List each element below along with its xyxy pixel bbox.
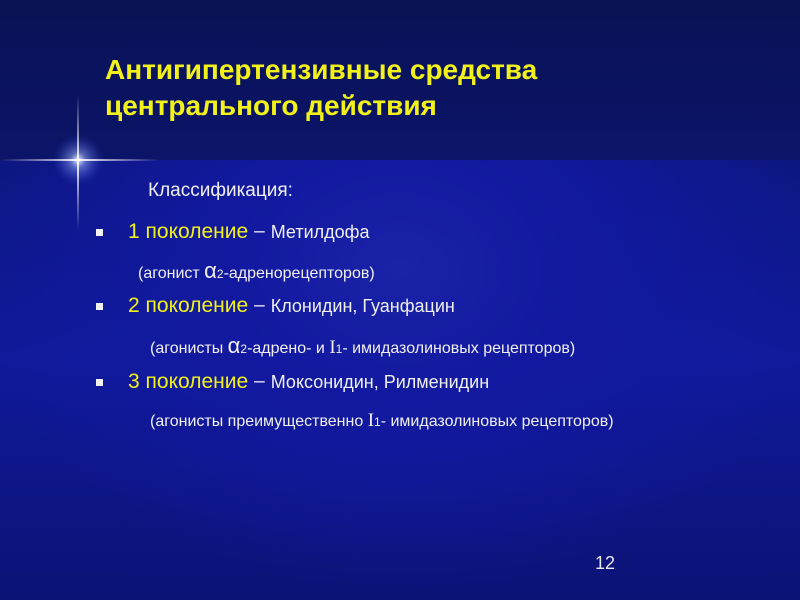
bullet-square-icon [96, 379, 103, 386]
list-item-gen1 [96, 218, 369, 246]
subscript: 2 [216, 267, 224, 281]
note-text: - имидазолиновых рецепторов) [342, 340, 576, 357]
drug-names: Моксонидин, Рилменидин [270, 371, 490, 392]
item-note-gen3 [150, 410, 614, 432]
title-line-2: центрального действия [105, 90, 437, 121]
classification-heading: Классификация: [148, 180, 293, 201]
alpha-symbol: α [227, 333, 241, 358]
note-text: (агонисты [150, 340, 228, 357]
i-symbol: I [329, 337, 336, 358]
item-note-gen2 [150, 333, 575, 359]
subscript: 2 [240, 342, 248, 356]
note-text: (агонист [138, 265, 205, 282]
alpha-symbol: α [204, 258, 217, 283]
list-item-gen2 [96, 292, 455, 320]
subscript: 1 [374, 415, 381, 429]
drug-names: Клонидин, Гуанфацин [270, 295, 455, 316]
generation-label: 1 поколение [128, 220, 249, 243]
subscript: 1 [335, 342, 343, 356]
note-text: -адренорецепторов) [223, 265, 375, 282]
generation-label: 2 поколение [128, 294, 249, 317]
bullet-square-icon [96, 303, 103, 310]
dash: – [254, 295, 265, 316]
dash: – [254, 371, 265, 392]
note-text: - имидазолиновых рецепторов) [380, 413, 614, 430]
note-text: (агонисты преимущественно [150, 413, 368, 430]
dash: – [254, 221, 265, 242]
title-line-1: Антигипертензивные средства [105, 54, 538, 85]
slide-title [105, 52, 745, 124]
bullet-square-icon [96, 229, 103, 236]
note-text: -адрено- и [247, 340, 330, 357]
generation-label: 3 поколение [128, 370, 249, 393]
drug-names: Метилдофа [270, 221, 370, 242]
page-number: 12 [594, 553, 615, 573]
item-note-gen1 [138, 258, 375, 284]
i-symbol: I [367, 410, 375, 431]
list-item-gen3 [96, 368, 489, 396]
